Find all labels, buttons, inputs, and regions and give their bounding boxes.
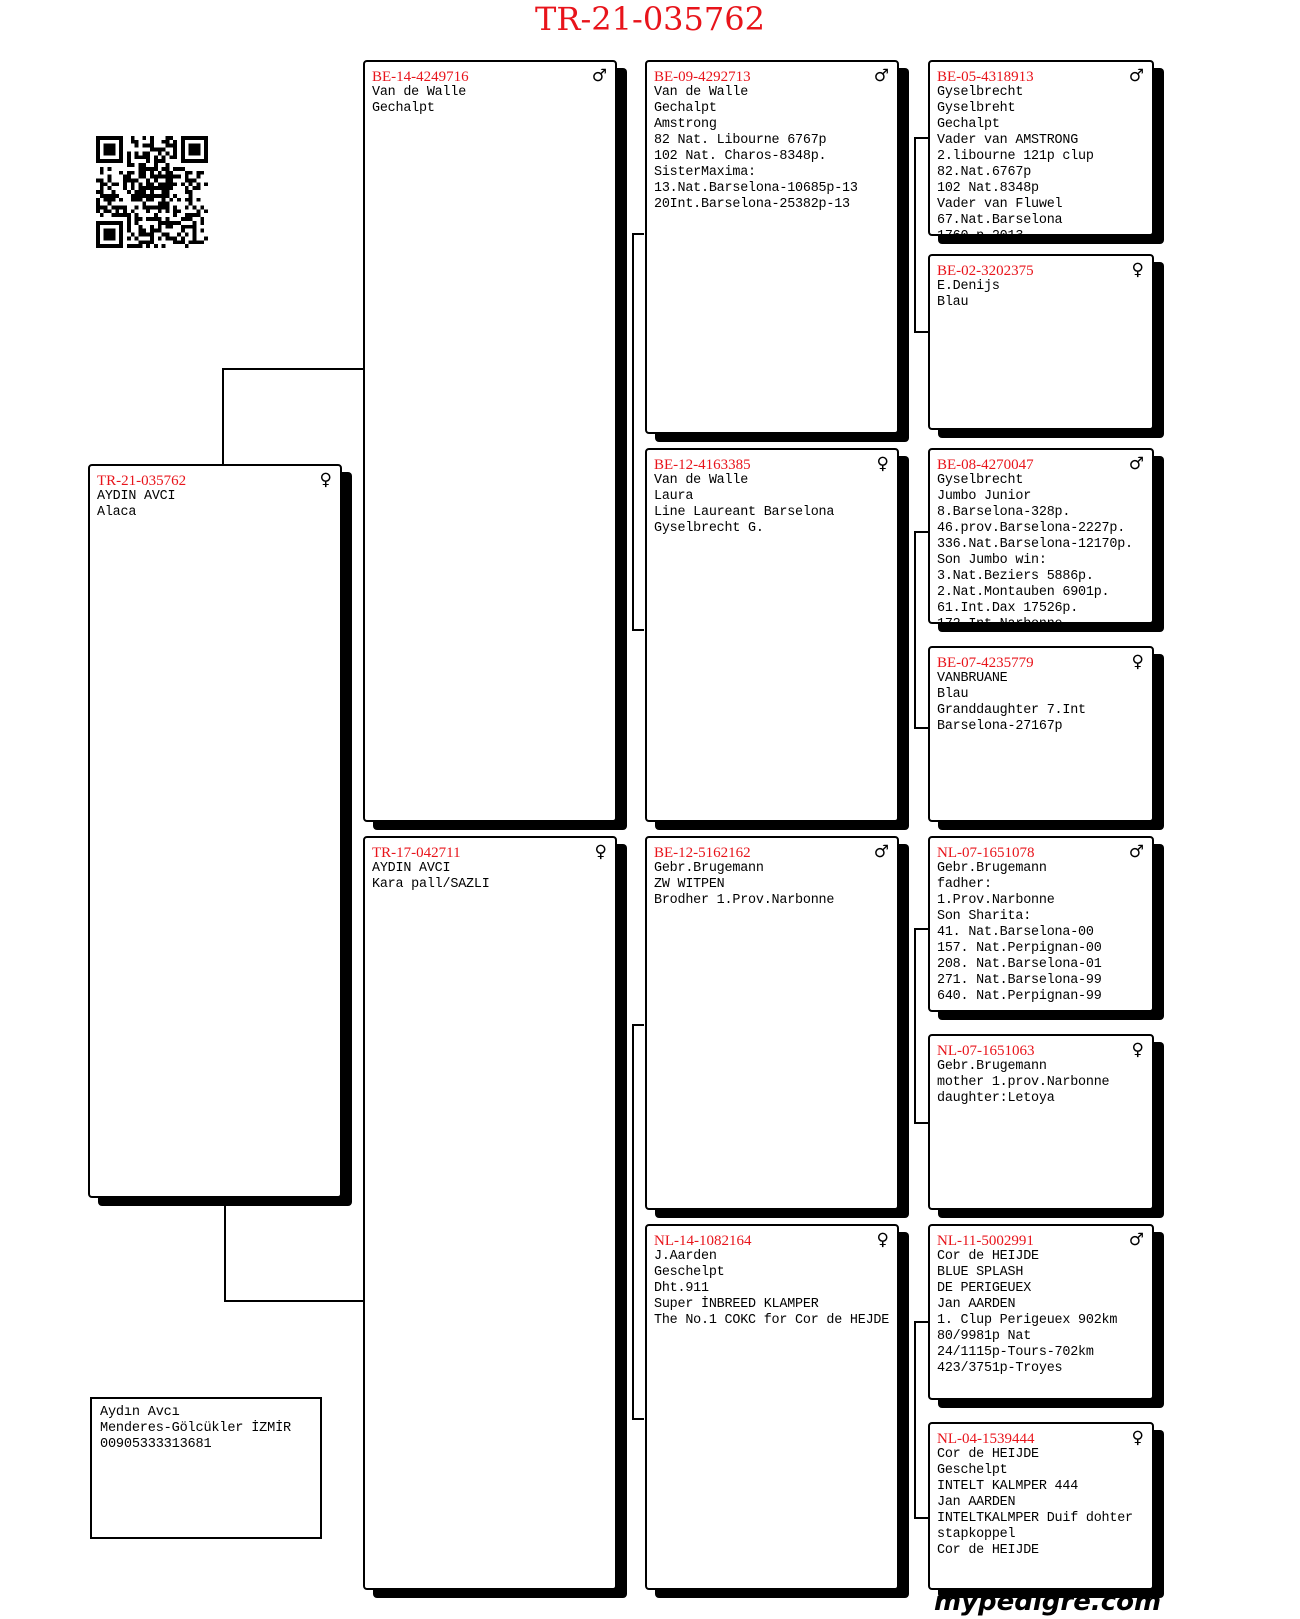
female-sex-icon: ♀ (1131, 1040, 1144, 1060)
male-sex-icon: ♂ (1128, 1230, 1144, 1250)
detail-line: Blau (937, 295, 969, 310)
detail-line: INTELT KALMPER 444 (937, 1479, 1079, 1494)
detail-line: 208. Nat.Barselona-01 (937, 957, 1102, 972)
detail-line: Van de Walle (372, 85, 467, 100)
detail-line: 24/1115p-Tours-702km (937, 1345, 1094, 1360)
connector-line (222, 369, 224, 465)
connector-line (914, 727, 928, 729)
ring-number: BE-02-3202375 (937, 263, 1034, 279)
detail-line: 1.Prov.Narbonne (937, 893, 1055, 908)
male-sex-icon: ♂ (1128, 66, 1144, 86)
female-sex-icon: ♀ (1131, 652, 1144, 672)
female-sex-icon: ♀ (594, 842, 607, 862)
great-grandparent-card[interactable] (928, 254, 1154, 430)
detail-line: 271. Nat.Barselona-99 (937, 973, 1102, 988)
ring-number: BE-09-4292713 (654, 69, 751, 85)
detail-line: J.Aarden (654, 1249, 717, 1264)
detail-line: Gebr.Brugemann (937, 1059, 1047, 1074)
detail-line: VANBRUANE (937, 671, 1008, 686)
detail-line: Menderes-Gölcükler İZMİR (100, 1421, 291, 1436)
connector-line (914, 531, 916, 729)
detail-line: 8.Barselona-328p. (937, 505, 1071, 520)
detail-line: INTELTKALMPER Duif dohter (937, 1511, 1133, 1526)
female-sex-icon: ♀ (319, 470, 332, 490)
detail-line: Geschelpt (654, 1265, 725, 1280)
detail-line: AYDIN AVCI (97, 489, 176, 504)
ring-number: TR-21-035762 (97, 473, 187, 489)
connector-line (914, 1321, 916, 1519)
connector-line (914, 137, 916, 333)
detail-line: Son Sharita: (937, 909, 1032, 924)
bird-details (937, 1447, 1133, 1559)
detail-line: Laura (654, 489, 694, 504)
female-sex-icon: ♀ (876, 454, 889, 474)
great-grandparent-card[interactable] (928, 1422, 1154, 1590)
ring-number: BE-14-4249716 (372, 69, 469, 85)
detail-line: Jumbo Junior (937, 489, 1032, 504)
ring-number: NL-07-1651063 (937, 1043, 1035, 1059)
female-sex-icon: ♀ (1131, 1428, 1144, 1448)
bird-details (937, 671, 1124, 735)
bird-details (372, 861, 587, 893)
detail-line: 2.Nat.Montauben 6901p. (937, 585, 1110, 600)
detail-line: 13.Nat.Barselona-10685p-13 (654, 181, 858, 196)
page-title: TR-21-035762 (535, 0, 765, 38)
ring-number: TR-17-042711 (372, 845, 461, 861)
detail-line: Jan AARDEN (937, 1495, 1016, 1510)
detail-line: Geschelpt (937, 1463, 1008, 1478)
bird-details (937, 1059, 1124, 1107)
bird-details (654, 861, 869, 909)
detail-line: Van de Walle (654, 85, 749, 100)
ring-number: NL-04-1539444 (937, 1431, 1035, 1447)
great-grandparent-card[interactable] (928, 646, 1154, 822)
detail-line: daughter:Letoya (937, 1091, 1055, 1106)
connector-line (224, 1196, 226, 1302)
connector-line (914, 928, 916, 1124)
connector-line (632, 629, 644, 631)
granddam-maternal-card[interactable] (645, 1224, 899, 1590)
detail-line: 82 Nat. Libourne 6767p (654, 133, 827, 148)
sire-card[interactable] (363, 60, 617, 822)
ring-number: BE-07-4235779 (937, 655, 1034, 671)
male-sex-icon: ♂ (873, 66, 889, 86)
ring-number: NL-14-1082164 (654, 1233, 752, 1249)
detail-line: Alaca (97, 505, 137, 520)
detail-line: 3.Nat.Beziers 5886p. (937, 569, 1094, 584)
bird-details (937, 279, 1124, 311)
watermark: mypedigre.com (934, 1587, 1162, 1617)
bird-details (97, 489, 312, 521)
detail-line: 1. Clup Perigeuex 902km (937, 1313, 1118, 1328)
detail-line: Gebr.Brugemann (937, 861, 1047, 876)
bird-details (654, 1249, 890, 1329)
detail-line: Blau (937, 687, 969, 702)
detail-line: Barselona-27167p (937, 719, 1063, 734)
detail-line: Cor de HEIJDE (937, 1249, 1039, 1264)
detail-line: mother 1.prov.Narbonne (937, 1075, 1110, 1090)
detail-line: Brodher 1.Prov.Narbonne (654, 893, 835, 908)
detail-line: Granddaughter 7.Int (937, 703, 1086, 718)
connector-line (224, 1300, 364, 1302)
detail-line: DE PERIGEUEX (937, 1281, 1032, 1296)
connector-line (914, 1517, 928, 1519)
detail-line: Kara pall/SAZLI (372, 877, 490, 892)
detail-line: E.Denijs (937, 279, 1000, 294)
detail-line: Gyselbrecht (937, 473, 1024, 488)
bird-details (937, 861, 1124, 1005)
bird-details (937, 473, 1133, 633)
ring-number: BE-05-4318913 (937, 69, 1034, 85)
detail-line: BLUE SPLASH (937, 1265, 1024, 1280)
detail-line: SisterMaxima: (654, 165, 756, 180)
detail-line: 172.Int.Narbonne (937, 617, 1063, 632)
detail-line: AYDIN AVCI (372, 861, 451, 876)
detail-line: 61.Int.Dax 17526p. (937, 601, 1079, 616)
detail-line: Amstrong (654, 117, 717, 132)
bird-details (937, 1249, 1124, 1377)
connector-line (914, 1122, 928, 1124)
bird-details (372, 85, 587, 117)
detail-line: 00905333313681 (100, 1437, 212, 1452)
detail-line: 102 Nat.8348p (937, 181, 1039, 196)
detail-line: ZW WITPEN (654, 877, 725, 892)
detail-line: Van de Walle (654, 473, 749, 488)
great-grandparent-card[interactable] (928, 836, 1154, 1012)
detail-line: Gechalpt (937, 117, 1000, 132)
female-sex-icon: ♀ (876, 1230, 889, 1250)
male-sex-icon: ♂ (873, 842, 889, 862)
ring-number: NL-07-1651078 (937, 845, 1035, 861)
connector-line (914, 928, 928, 930)
connector-line (914, 531, 928, 533)
detail-line: Son Jumbo win: (937, 553, 1047, 568)
connector-line (222, 368, 364, 370)
ring-number: BE-12-4163385 (654, 457, 751, 473)
ring-number: NL-11-5002991 (937, 1233, 1034, 1249)
detail-line: stapkoppel (937, 1527, 1016, 1542)
grandsire-maternal-card[interactable] (645, 836, 899, 1210)
detail-line: 2.libourne 121p clup (937, 149, 1094, 164)
detail-line: Vader van Fluwel (937, 197, 1063, 212)
connector-line (914, 331, 928, 333)
detail-line: Gebr.Brugemann (654, 861, 764, 876)
detail-line: Gechalpt (372, 101, 435, 116)
owner-details (100, 1405, 312, 1453)
great-grandparent-card[interactable] (928, 448, 1154, 632)
owner-info-box (90, 1397, 322, 1539)
detail-line: Cor de HEIJDE (937, 1447, 1039, 1462)
detail-line: 20Int.Barselona-25382p-13 (654, 197, 850, 212)
detail-line: 67.Nat.Barselona (937, 213, 1063, 228)
detail-line: Gyselbreht (937, 101, 1016, 116)
connector-line (632, 1024, 634, 1420)
subject-card[interactable] (88, 464, 342, 1198)
connector-line (914, 1321, 928, 1323)
detail-line: 41. Nat.Barselona-00 (937, 925, 1094, 940)
connector-line (632, 1418, 644, 1420)
detail-line: Gechalpt (654, 101, 717, 116)
detail-line: Line Laureant Barselona (654, 505, 835, 520)
detail-line: Jan AARDEN (937, 1297, 1016, 1312)
detail-line: 80/9981p Nat (937, 1329, 1032, 1344)
male-sex-icon: ♂ (1128, 454, 1144, 474)
detail-line: 1760 p 2013 (937, 229, 1024, 244)
connector-line (914, 137, 928, 139)
detail-line: 423/3751p-Troyes (937, 1361, 1063, 1376)
detail-line: 336.Nat.Barselona-12170p. (937, 537, 1133, 552)
male-sex-icon: ♂ (591, 66, 607, 86)
bird-details (654, 85, 869, 213)
grandsire-paternal-card[interactable] (645, 60, 899, 434)
connector-line (632, 1024, 644, 1026)
detail-line: 82.Nat.6767p (937, 165, 1032, 180)
detail-line: fadher: (937, 877, 992, 892)
bird-details (937, 85, 1124, 245)
female-sex-icon: ♀ (1131, 260, 1144, 280)
detail-line: 157. Nat.Perpignan-00 (937, 941, 1102, 956)
detail-line: 102 Nat. Charos-8348p. (654, 149, 827, 164)
granddam-paternal-card[interactable] (645, 448, 899, 822)
detail-line: Vader van AMSTRONG (937, 133, 1079, 148)
male-sex-icon: ♂ (1128, 842, 1144, 862)
detail-line: Dht.911 (654, 1281, 709, 1296)
detail-line: Gyselbrecht (937, 85, 1024, 100)
detail-line: The No.1 COKC for Cor de HEJDE (654, 1313, 890, 1328)
ring-number: BE-08-4270047 (937, 457, 1034, 473)
great-grandparent-card[interactable] (928, 1034, 1154, 1210)
detail-line: Cor de HEIJDE (937, 1543, 1039, 1558)
great-grandparent-card[interactable] (928, 1224, 1154, 1400)
connector-line (632, 233, 644, 235)
detail-line: Gyselbrecht G. (654, 521, 764, 536)
ring-number: BE-12-5162162 (654, 845, 751, 861)
dam-card[interactable] (363, 836, 617, 1590)
detail-line: 46.prov.Barselona-2227p. (937, 521, 1126, 536)
great-grandparent-card[interactable] (928, 60, 1154, 244)
qr-code (96, 136, 208, 248)
detail-line: Aydın Avcı (100, 1405, 180, 1420)
detail-line: Super İNBREED KLAMPER (654, 1297, 819, 1312)
detail-line: 640. Nat.Perpignan-99 (937, 989, 1102, 1004)
connector-line (632, 233, 634, 631)
bird-details (654, 473, 869, 537)
